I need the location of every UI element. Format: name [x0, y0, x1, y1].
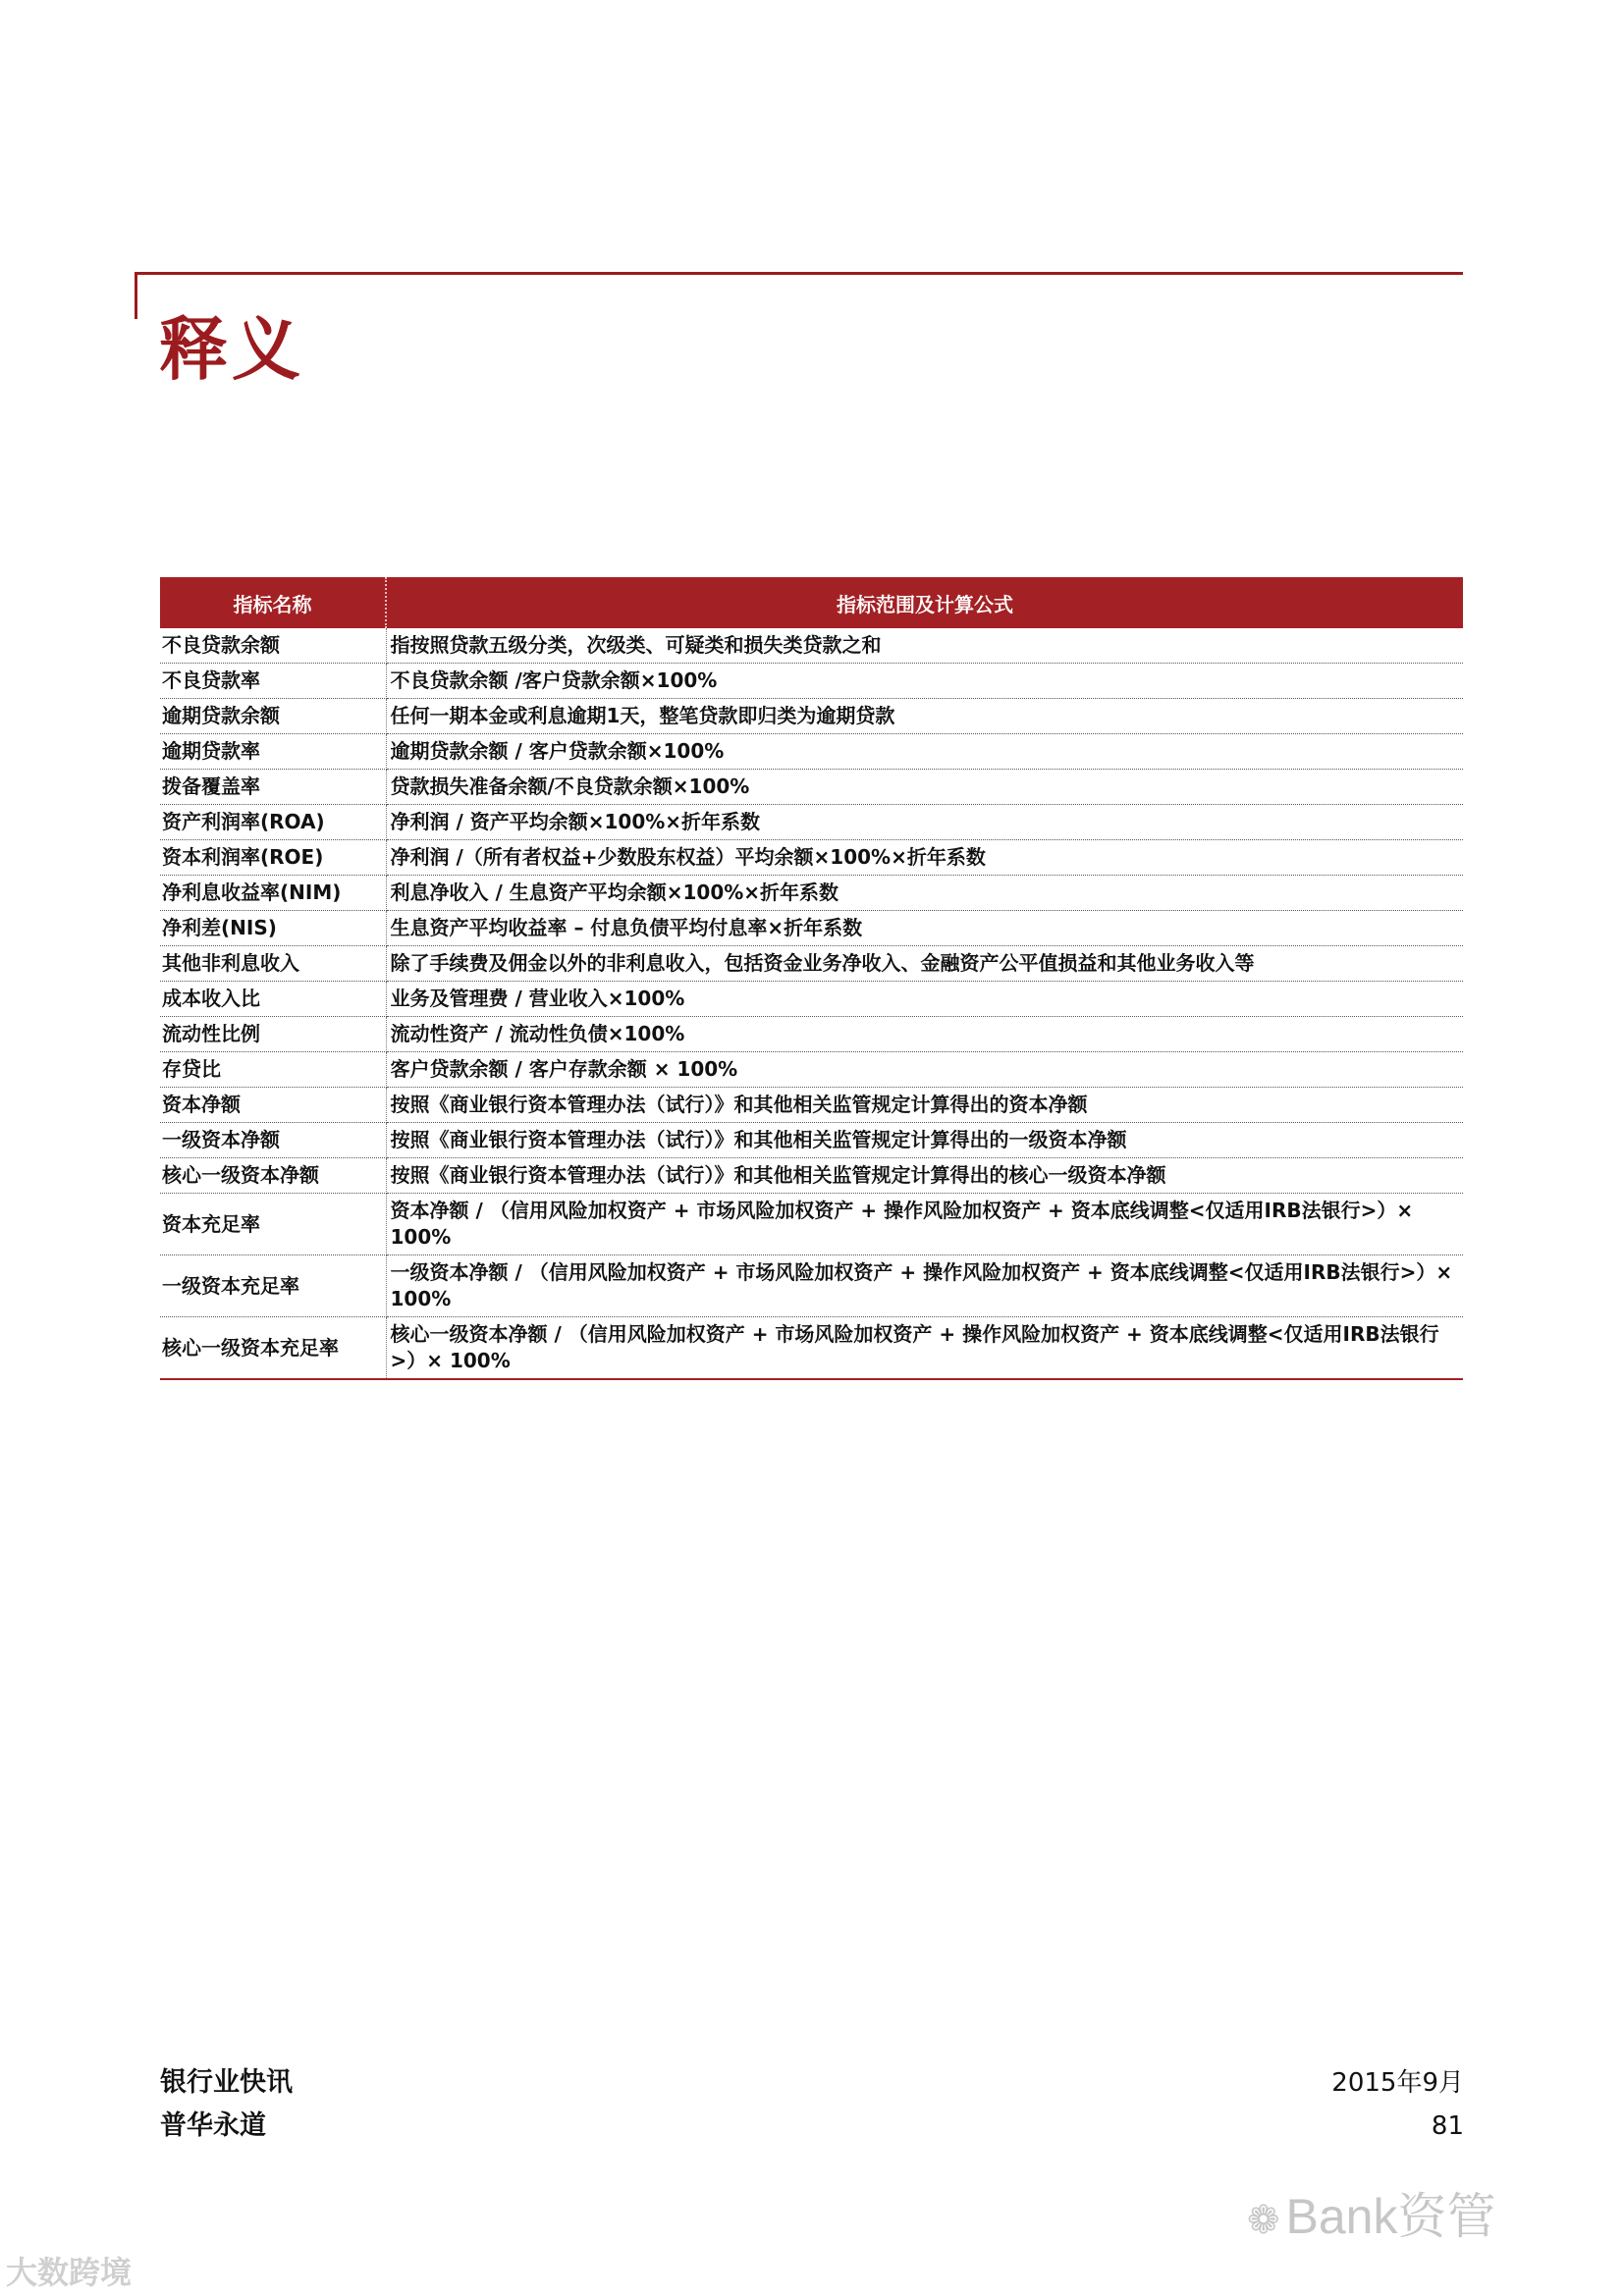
indicator-formula-cell: 客户贷款余额 / 客户存款余额 × 100% [386, 1052, 1463, 1088]
table-row [160, 805, 1463, 840]
indicator-name-cell: 资本净额 [160, 1088, 386, 1123]
indicator-formula-cell: 核心一级资本净额 / （信用风险加权资产 + 市场风险加权资产 + 操作风险加权资产 + 资本底线调整<仅适用IRB法银行>）× 100% [386, 1317, 1463, 1380]
definitions-table [160, 577, 1463, 1380]
indicator-name-cell: 其他非利息收入 [160, 946, 386, 982]
indicator-name-cell: 一级资本净额 [160, 1123, 386, 1158]
watermark [1247, 2177, 1495, 2248]
table-row [160, 946, 1463, 982]
wechat-icon: ❁ [1247, 2199, 1280, 2242]
indicator-name-cell: 资本充足率 [160, 1194, 386, 1255]
indicator-formula-cell: 资本净额 / （信用风险加权资产 + 市场风险加权资产 + 操作风险加权资产 + 资本底线调整<仅适用IRB法银行>）× 100% [386, 1194, 1463, 1255]
indicator-formula-cell: 按照《商业银行资本管理办法（试行）》和其他相关监管规定计算得出的一级资本净额 [386, 1123, 1463, 1158]
footer-page-number: 81 [1431, 2111, 1464, 2141]
indicator-formula-cell: 利息净收入 / 生息资产平均余额×100%×折年系数 [386, 876, 1463, 911]
indicator-formula-cell: 指按照贷款五级分类，次级类、可疑类和损失类贷款之和 [386, 628, 1463, 664]
indicator-name-cell: 成本收入比 [160, 982, 386, 1017]
table-row [160, 734, 1463, 770]
table-row [160, 770, 1463, 805]
indicator-name-cell: 拨备覆盖率 [160, 770, 386, 805]
table-row [160, 1052, 1463, 1088]
table-row [160, 699, 1463, 734]
table-row [160, 1194, 1463, 1255]
table-row [160, 1088, 1463, 1123]
indicator-formula-cell: 按照《商业银行资本管理办法（试行）》和其他相关监管规定计算得出的核心一级资本净额 [386, 1158, 1463, 1194]
table-row [160, 628, 1463, 664]
indicator-formula-cell: 按照《商业银行资本管理办法（试行）》和其他相关监管规定计算得出的资本净额 [386, 1088, 1463, 1123]
header-indicator-formula: 指标范围及计算公式 [386, 577, 1463, 628]
table-row [160, 911, 1463, 946]
indicator-formula-cell: 生息资产平均收益率 – 付息负债平均付息率×折年系数 [386, 911, 1463, 946]
page-title: 释义 [159, 308, 304, 390]
indicator-formula-cell: 业务及管理费 / 营业收入×100% [386, 982, 1463, 1017]
table-row [160, 1017, 1463, 1052]
table-row [160, 982, 1463, 1017]
indicator-formula-cell: 任何一期本金或利息逾期1天，整笔贷款即归类为逾期贷款 [386, 699, 1463, 734]
indicator-formula-cell: 净利润 / 资产平均余额×100%×折年系数 [386, 805, 1463, 840]
indicator-formula-cell: 不良贷款余额 /客户贷款余额×100% [386, 664, 1463, 699]
table-row [160, 840, 1463, 876]
indicator-name-cell: 资本利润率(ROE) [160, 840, 386, 876]
indicator-name-cell: 存贷比 [160, 1052, 386, 1088]
indicator-formula-cell: 一级资本净额 / （信用风险加权资产 + 市场风险加权资产 + 操作风险加权资产 + 资本底线调整<仅适用IRB法银行>）× 100% [386, 1255, 1463, 1317]
header-indicator-name: 指标名称 [160, 577, 386, 628]
table-row [160, 876, 1463, 911]
indicator-name-cell: 不良贷款率 [160, 664, 386, 699]
indicator-name-cell: 资产利润率(ROA) [160, 805, 386, 840]
indicator-name-cell: 不良贷款余额 [160, 628, 386, 664]
indicator-name-cell: 净利差(NIS) [160, 911, 386, 946]
watermark-text: Bank资管 [1285, 2189, 1496, 2244]
table-row [160, 1158, 1463, 1194]
indicator-name-cell: 核心一级资本充足率 [160, 1317, 386, 1380]
indicator-formula-cell: 除了手续费及佣金以外的非利息收入，包括资金业务净收入、金融资产公平值损益和其他业务收入等 [386, 946, 1463, 982]
indicator-name-cell: 净利息收益率(NIM) [160, 876, 386, 911]
footer-right [1331, 2061, 1464, 2148]
indicator-formula-cell: 净利润 /（所有者权益+少数股东权益）平均余额×100%×折年系数 [386, 840, 1463, 876]
indicator-name-cell: 核心一级资本净额 [160, 1158, 386, 1194]
indicator-name-cell: 逾期贷款率 [160, 734, 386, 770]
table-row [160, 1317, 1463, 1380]
table-header-row [160, 577, 1463, 628]
footer-company: 普华永道 [160, 2110, 266, 2141]
footer-publication: 银行业快讯 [160, 2067, 293, 2098]
corner-logo: 大数跨境 [6, 2255, 133, 2290]
indicator-name-cell: 逾期贷款余额 [160, 699, 386, 734]
table-row [160, 664, 1463, 699]
indicator-formula-cell: 流动性资产 / 流动性负债×100% [386, 1017, 1463, 1052]
footer-date: 2015年9月 [1331, 2068, 1464, 2098]
table-row [160, 1255, 1463, 1317]
indicator-name-cell: 流动性比例 [160, 1017, 386, 1052]
table-row [160, 1123, 1463, 1158]
title-frame-top-line [135, 272, 1463, 275]
indicator-formula-cell: 贷款损失准备余额/不良贷款余额×100% [386, 770, 1463, 805]
indicator-name-cell: 一级资本充足率 [160, 1255, 386, 1317]
title-frame-left-line [135, 272, 137, 319]
footer-left [160, 2061, 293, 2148]
indicator-formula-cell: 逾期贷款余额 / 客户贷款余额×100% [386, 734, 1463, 770]
